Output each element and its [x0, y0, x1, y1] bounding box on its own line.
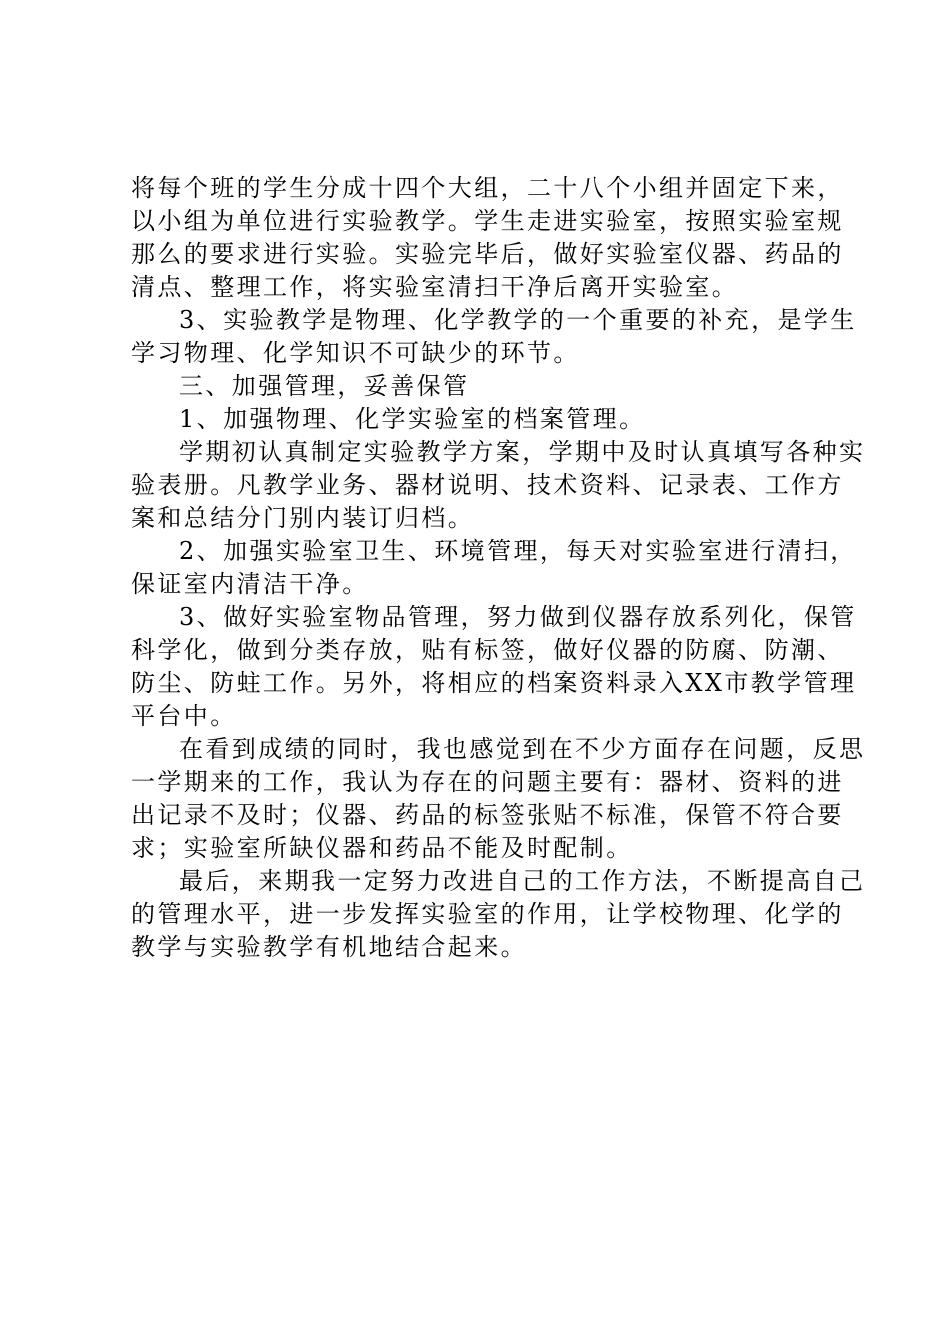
text-line-9: 学期初认真制定实验教学方案，学期中及时认真填写各种实	[179, 438, 866, 466]
text-line-14: 3、做好实验室物品管理，努力做到仪器存放系列化，保管	[179, 603, 857, 631]
text-line-15: 科学化，做到分类存放，贴有标签，做好仪器的防腐、防潮、	[131, 636, 844, 664]
text-line-11: 案和总结分门别内装订归档。	[131, 504, 475, 532]
text-line-21: 求；实验室所缺仪器和药品不能及时配制。	[131, 834, 633, 862]
document-body	[131, 172, 866, 964]
text-line-23: 的管理水平，进一步发挥实验室的作用，让学校物理、化学的	[131, 900, 844, 928]
text-line-19: 一学期来的工作，我认为存在的问题主要有：器材、资料的进	[131, 768, 844, 796]
text-line-4: 清点、整理工作，将实验室清扫干净后离开实验室。	[131, 273, 739, 301]
text-line-5: 3、实验教学是物理、化学教学的一个重要的补充，是学生	[179, 306, 857, 334]
text-line-18: 在看到成绩的同时，我也感觉到在不少方面存在问题，反思	[179, 735, 866, 763]
text-line-10: 验表册。凡教学业务、器材说明、技术资料、记录表、工作方	[131, 471, 844, 499]
text-line-12: 2、加强实验室卫生、环境管理，每天对实验室进行清扫，	[179, 537, 857, 565]
text-line-24: 教学与实验教学有机地结合起来。	[131, 933, 527, 961]
text-line-8: 1、加强物理、化学实验室的档案管理。	[179, 405, 646, 433]
text-line-2: 以小组为单位进行实验教学。学生走进实验室，按照实验室规	[131, 207, 844, 235]
text-line-3: 那么的要求进行实验。实验完毕后，做好实验室仪器、药品的	[131, 240, 844, 268]
section-heading: 三、加强管理，妥善保管	[179, 372, 470, 400]
text-line-17: 平台中。	[131, 702, 237, 730]
text-line-13: 保证室内清洁干净。	[131, 570, 369, 598]
text-line-16: 防尘、防蛀工作。另外，将相应的档案资料录入XX市教学管理	[131, 669, 857, 697]
text-line-22: 最后，来期我一定努力改进自己的工作方法，不断提高自己	[179, 867, 866, 895]
text-line-1: 将每个班的学生分成十四个大组，二十八个小组并固定下来，	[131, 174, 844, 202]
text-line-6: 学习物理、化学知识不可缺少的环节。	[131, 339, 580, 367]
text-line-20: 出记录不及时；仪器、药品的标签张贴不标准，保管不符合要	[131, 801, 844, 829]
